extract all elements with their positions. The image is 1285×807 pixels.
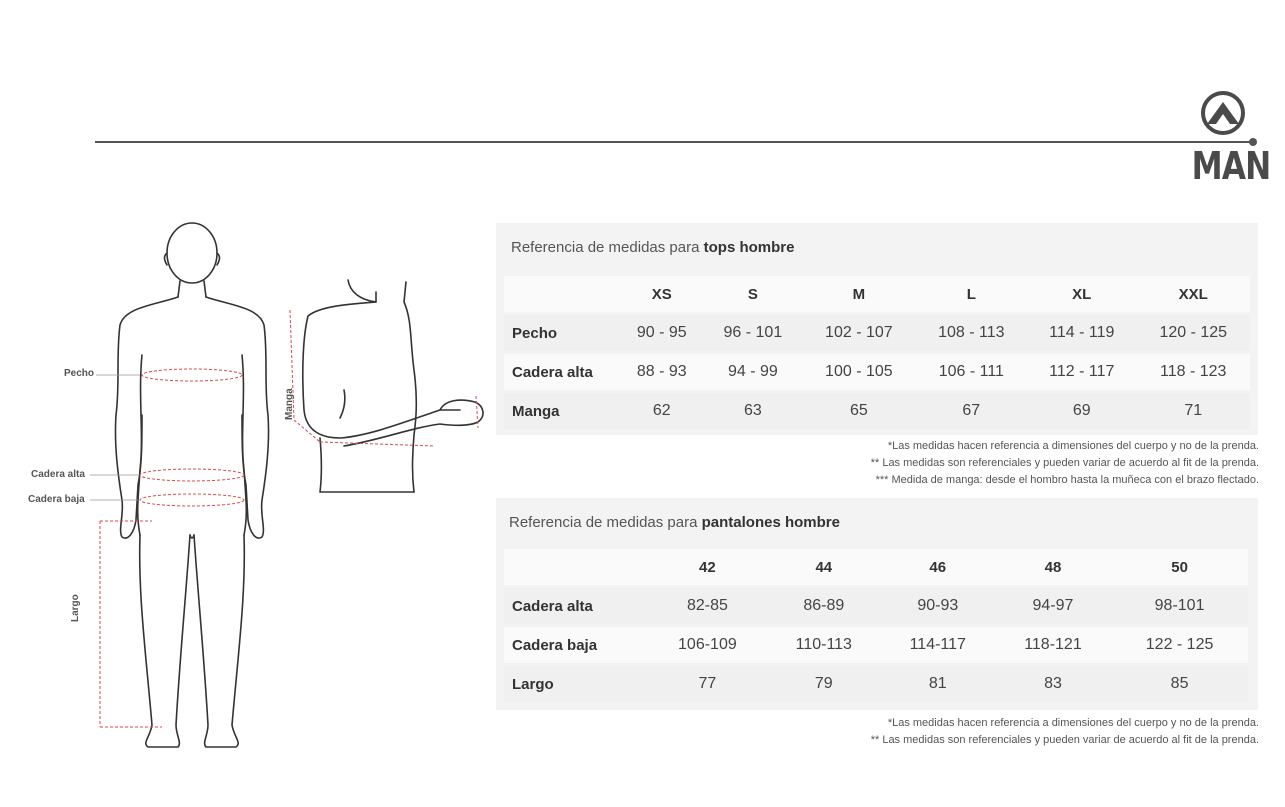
table-cell: 90 - 95 [620,315,704,351]
pants-size-panel [496,498,1258,710]
tops-note-1: *Las medidas hacen referencia a dimensiones del cuerpo y no de la prenda. [887,440,1259,452]
size-header-xs: XS [620,276,704,312]
sleeve-label: Manga [284,388,295,420]
table-cell: 108 - 113 [916,315,1027,351]
tops-note-2: ** Las medidas son referenciales y pueden variar de acuerdo al fit de la prenda. [870,457,1259,469]
brand-title: MAN [1191,144,1271,188]
pants-header-corner [504,549,648,585]
table-row [504,393,1250,429]
chest-label: Pecho [64,368,95,379]
row-label: Largo [504,666,648,702]
table-cell: 81 [881,666,995,702]
table-cell: 79 [767,666,881,702]
table-cell: 67 [916,393,1027,429]
mountain-circle-icon [1199,90,1249,136]
pants-note-2: ** Las medidas son referenciales y pueden variar de acuerdo al fit de la prenda. [870,734,1259,746]
header-rule [95,141,1253,143]
table-row [504,354,1250,390]
table-cell: 65 [802,393,915,429]
size-header-48: 48 [995,549,1111,585]
row-label: Pecho [504,315,620,351]
size-header-42: 42 [648,549,767,585]
table-cell: 98-101 [1111,588,1248,624]
table-row [504,666,1248,702]
pants-panel-title: Referencia de medidas para pantalones hombre [509,514,840,531]
table-cell: 83 [995,666,1111,702]
table-cell: 114 - 119 [1027,315,1136,351]
table-cell: 62 [620,393,704,429]
table-row [504,315,1250,351]
table-cell: 71 [1137,393,1251,429]
tops-header-row [504,276,1250,312]
tops-header-corner [504,276,620,312]
table-cell: 120 - 125 [1137,315,1251,351]
table-cell: 85 [1111,666,1248,702]
tops-panel-title: Referencia de medidas para tops hombre [511,239,795,256]
table-cell: 96 - 101 [704,315,803,351]
table-cell: 90-93 [881,588,995,624]
pants-header-row [504,549,1248,585]
table-cell: 100 - 105 [802,354,915,390]
tops-note-3: *** Medida de manga: desde el hombro hasta la muñeca con el brazo flectado. [875,474,1259,486]
table-cell: 110-113 [767,627,881,663]
high-hip-label: Cadera alta [31,469,85,480]
pants-note-1: *Las medidas hacen referencia a dimensiones del cuerpo y no de la prenda. [887,717,1259,729]
table-row [504,588,1248,624]
table-cell: 118-121 [995,627,1111,663]
table-cell: 106 - 111 [916,354,1027,390]
table-cell: 77 [648,666,767,702]
size-header-44: 44 [767,549,881,585]
table-cell: 69 [1027,393,1136,429]
size-header-l: L [916,276,1027,312]
tops-size-panel [496,223,1258,435]
size-header-m: M [802,276,915,312]
table-cell: 122 - 125 [1111,627,1248,663]
table-cell: 102 - 107 [802,315,915,351]
size-header-46: 46 [881,549,995,585]
size-header-xl: XL [1027,276,1136,312]
table-cell: 88 - 93 [620,354,704,390]
row-label: Cadera alta [504,588,648,624]
side-arm-figure [280,270,495,500]
size-header-xxl: XXL [1137,276,1251,312]
table-cell: 86-89 [767,588,881,624]
table-cell: 94-97 [995,588,1111,624]
size-header-s: S [704,276,803,312]
table-cell: 94 - 99 [704,354,803,390]
tops-size-table [504,273,1250,432]
table-row [504,627,1248,663]
length-label: Largo [70,594,81,622]
front-body-figure [20,215,290,760]
size-header-50: 50 [1111,549,1248,585]
table-cell: 82-85 [648,588,767,624]
table-cell: 114-117 [881,627,995,663]
low-hip-label: Cadera baja [28,494,85,505]
table-cell: 118 - 123 [1137,354,1251,390]
table-cell: 112 - 117 [1027,354,1136,390]
row-label: Cadera alta [504,354,620,390]
pants-size-table [504,546,1248,705]
row-label: Manga [504,393,620,429]
table-cell: 106-109 [648,627,767,663]
row-label: Cadera baja [504,627,648,663]
table-cell: 63 [704,393,803,429]
